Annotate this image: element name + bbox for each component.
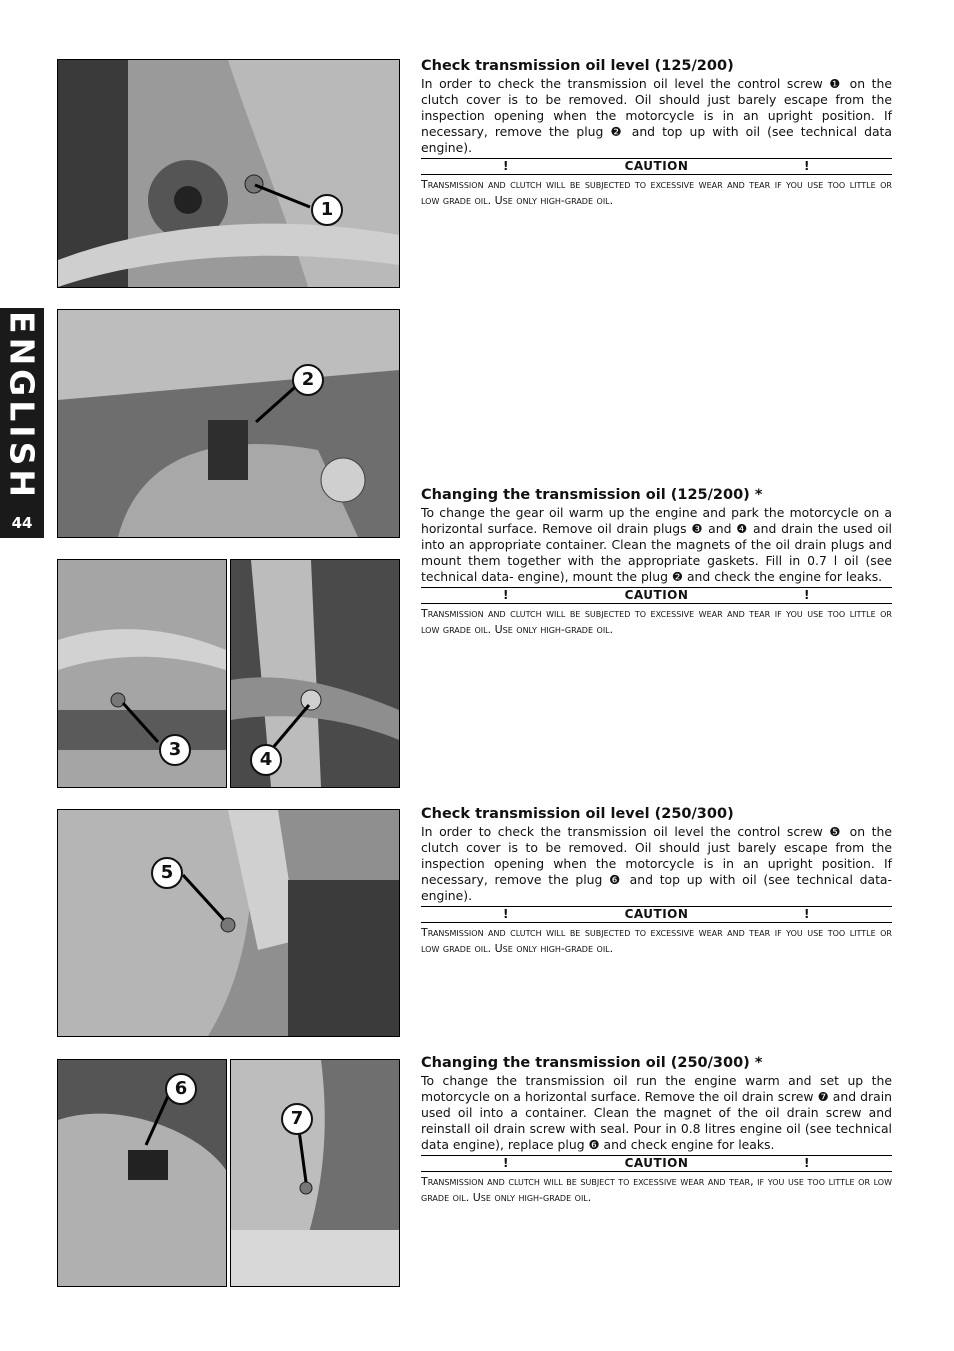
section-heading: Check transmission oil level (250/300) — [421, 806, 734, 822]
section-body: To change the gear oil warm up the engine and park the motorcycle on a horizontal surface. Remove oil drain plugs ❸ and ❹ and drain the used oil into an appropriate container. Clean the magnets of the oil drain plugs and mount them together with the appropriate gaskets. Fill in 0.7 l oil (see technical data- engine), mount the plug ❷ and check the engine for leaks. — [421, 505, 892, 584]
caution-label: CAUTION — [624, 588, 689, 602]
caution-mark-left: ! — [503, 588, 509, 602]
caution-bar — [421, 1155, 892, 1172]
callout-7: 7 — [281, 1103, 313, 1135]
caution-mark-right: ! — [804, 907, 810, 921]
engine-photo-control-screw-5 — [57, 809, 400, 1037]
callout-6: 6 — [165, 1073, 197, 1105]
caution-mark-right: ! — [804, 159, 810, 173]
callout-1: 1 — [311, 194, 343, 226]
section-body: In order to check the transmission oil level the control screw ❺ on the clutch cover is to be removed. Oil should just barely escape from the inspection opening when the motorcycle is in an upright position. If necessary, remove the plug ❻ and top up with oil (see technical data- engine). — [421, 824, 892, 903]
caution-label: CAUTION — [624, 159, 689, 173]
engine-photo-fill-plug-6 — [57, 1059, 227, 1287]
section-change-oil-125-200 — [421, 487, 892, 638]
caution-mark-left: ! — [503, 907, 509, 921]
engine-photo-drain-plug-3 — [57, 559, 227, 788]
caution-mark-left: ! — [503, 159, 509, 173]
section-heading: Changing the transmission oil (250/300) * — [421, 1055, 763, 1071]
caution-label: CAUTION — [624, 1156, 689, 1170]
section-body: To change the transmission oil run the engine warm and set up the motorcycle on a horizontal surface. Remove the oil drain screw ❼ and drain used oil into a container. Clean the magnet of the oil drain screw and reinstall oil drain screw with seal. Pour in 0.8 litres engine oil (see technical data engine), replace plug ❻ and check engine for leaks. — [421, 1073, 892, 1152]
section-check-oil-125-200 — [421, 58, 892, 209]
language-tab — [0, 308, 44, 538]
section-body: In order to check the transmission oil level the control screw ❶ on the clutch cover is to be removed. Oil should just barely escape from the inspection opening when the motorcycle is in an upright position. If necessary, remove the plug ❷ and top up with oil (see technical data engine). — [421, 76, 892, 155]
section-change-oil-250-300 — [421, 1055, 892, 1206]
section-heading: Changing the transmission oil (125/200) * — [421, 487, 763, 503]
engine-photo-drain-screw-7 — [230, 1059, 400, 1287]
callout-5: 5 — [151, 857, 183, 889]
callout-2: 2 — [292, 364, 324, 396]
caution-text: Transmission and clutch will be subjected to excessive wear and tear if you use too little or low grade oil. Use only high-grade oil. — [421, 926, 892, 955]
engine-photo-control-screw — [57, 59, 400, 288]
section-heading: Check transmission oil level (125/200) — [421, 58, 734, 74]
caution-mark-left: ! — [503, 1156, 509, 1170]
language-label: ENGLISH — [2, 311, 42, 501]
caution-bar — [421, 158, 892, 175]
engine-photo-fill-plug — [57, 309, 400, 538]
callout-4: 4 — [250, 744, 282, 776]
caution-bar — [421, 587, 892, 604]
caution-text: Transmission and clutch will be subjected to excessive wear and tear if you use too little or low grade oil. Use only high-grade oil. — [421, 178, 892, 207]
section-check-oil-250-300 — [421, 806, 892, 957]
page-number: 44 — [11, 514, 33, 532]
caution-text: Transmission and clutch will be subjected to excessive wear and tear if you use too little or low grade oil. Use only high-grade oil. — [421, 607, 892, 636]
caution-text: Transmission and clutch will be subject to excessive wear and tear, if you use too little or low grade oil. Use only high-grade oil. — [421, 1175, 892, 1204]
caution-mark-right: ! — [804, 588, 810, 602]
callout-3: 3 — [159, 734, 191, 766]
caution-label: CAUTION — [624, 907, 689, 921]
caution-bar — [421, 906, 892, 923]
caution-mark-right: ! — [804, 1156, 810, 1170]
